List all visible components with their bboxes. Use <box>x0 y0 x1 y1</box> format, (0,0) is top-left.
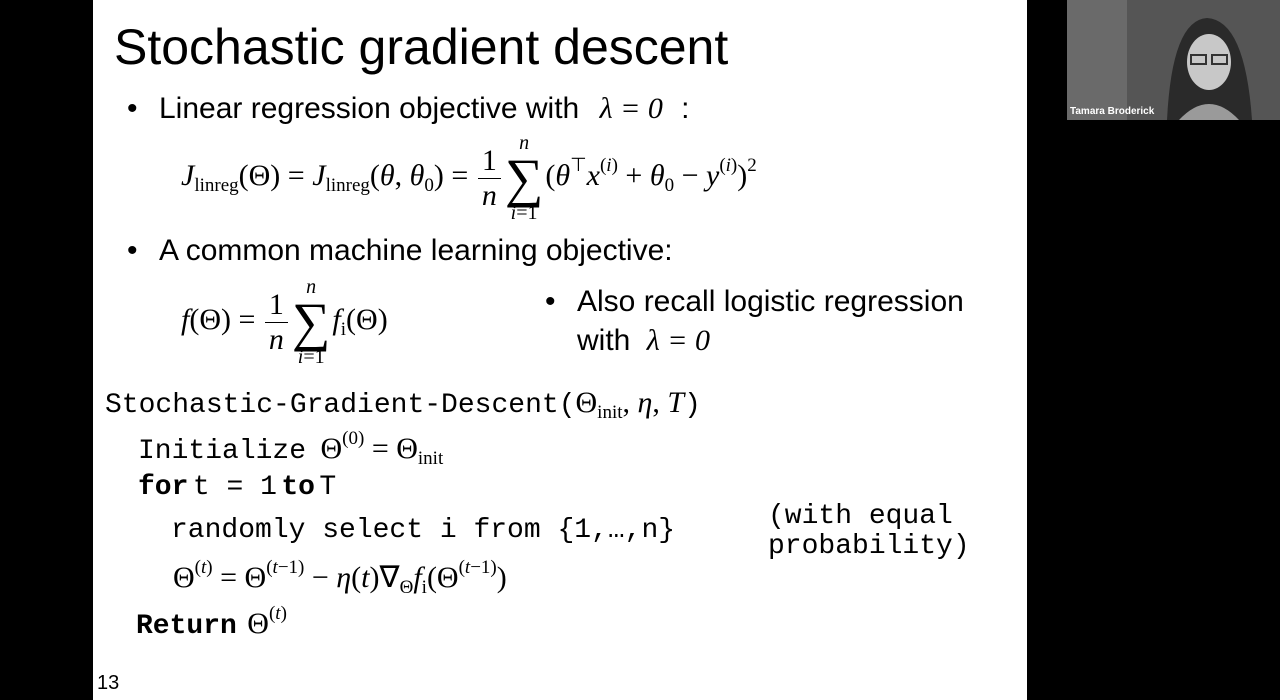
for-range-end: T <box>319 472 337 503</box>
return-keyword: Return <box>136 611 237 642</box>
lambda-zero: λ = 0 <box>646 324 710 357</box>
algorithm-update-rule: $\Theta^{(t)} = \Theta^{(t-1)} - \eta(t)\nabla_\Theta f_i(\Theta^{(t-1)})$ <box>173 557 507 598</box>
algorithm-signature: Stochastic-$Gradient-Descent(\Theta_{init}$, η, T) <box>105 386 701 423</box>
algorithm-return: Return $\Theta^{(t)}$ <box>136 603 287 642</box>
bullet-colon: : <box>681 92 690 125</box>
participant-video-tile[interactable] <box>1067 0 1280 120</box>
algorithm-random-select: randomly select i from {1,…,n} <box>171 515 676 546</box>
algorithm-name: Stochastic-Gradient-Descent <box>105 390 559 421</box>
bullet-ml-objective: A common machine learning objective: <box>159 234 673 267</box>
note-line: (with equal <box>768 501 953 532</box>
bullet-marker: • <box>545 285 556 318</box>
page-number: 13 <box>97 672 120 694</box>
average-objective-equation: f(Θ) = $\frac{1}{n}$ n ∑ i=1 $f_i(\Theta)$ <box>181 276 388 368</box>
slide <box>93 0 1027 700</box>
bullet-logistic-line1: Also recall logistic regression <box>577 285 964 318</box>
for-range-start: t = 1 <box>192 472 277 503</box>
linreg-equation: $J_{linreg}(\Theta) = J_{linreg}(\theta$, $\theta_0$) = $\frac{1}{n}$ n ∑ i=1 $(\theta^⊤x^{(i)} + \theta_0 - y^{(i)})^2$ <box>181 132 757 224</box>
initialize-keyword: Initialize <box>138 436 307 467</box>
bullet-text: Linear regression objective with <box>159 92 580 125</box>
bullet-marker: • <box>127 92 138 125</box>
note-line: probability) <box>768 531 970 562</box>
bullet-linear-regression <box>159 92 690 126</box>
participant-name: Tamara Broderick <box>1070 106 1155 117</box>
algorithm-for-loop <box>138 472 336 503</box>
lambda-zero: λ = 0 <box>599 92 663 125</box>
to-keyword: to <box>281 472 315 503</box>
slide-title: Stochastic gradient descent <box>114 19 729 75</box>
equal-probability-note <box>768 502 970 562</box>
participant-video <box>1067 0 1280 120</box>
for-keyword: for <box>138 472 189 503</box>
algorithm-initialize: Initialize $\Theta^{(0)} = \Theta_{init}$ <box>138 428 444 469</box>
bullet-logistic-line2 <box>577 324 710 358</box>
bullet-marker: • <box>127 234 138 267</box>
bullet-text: with <box>577 324 631 357</box>
